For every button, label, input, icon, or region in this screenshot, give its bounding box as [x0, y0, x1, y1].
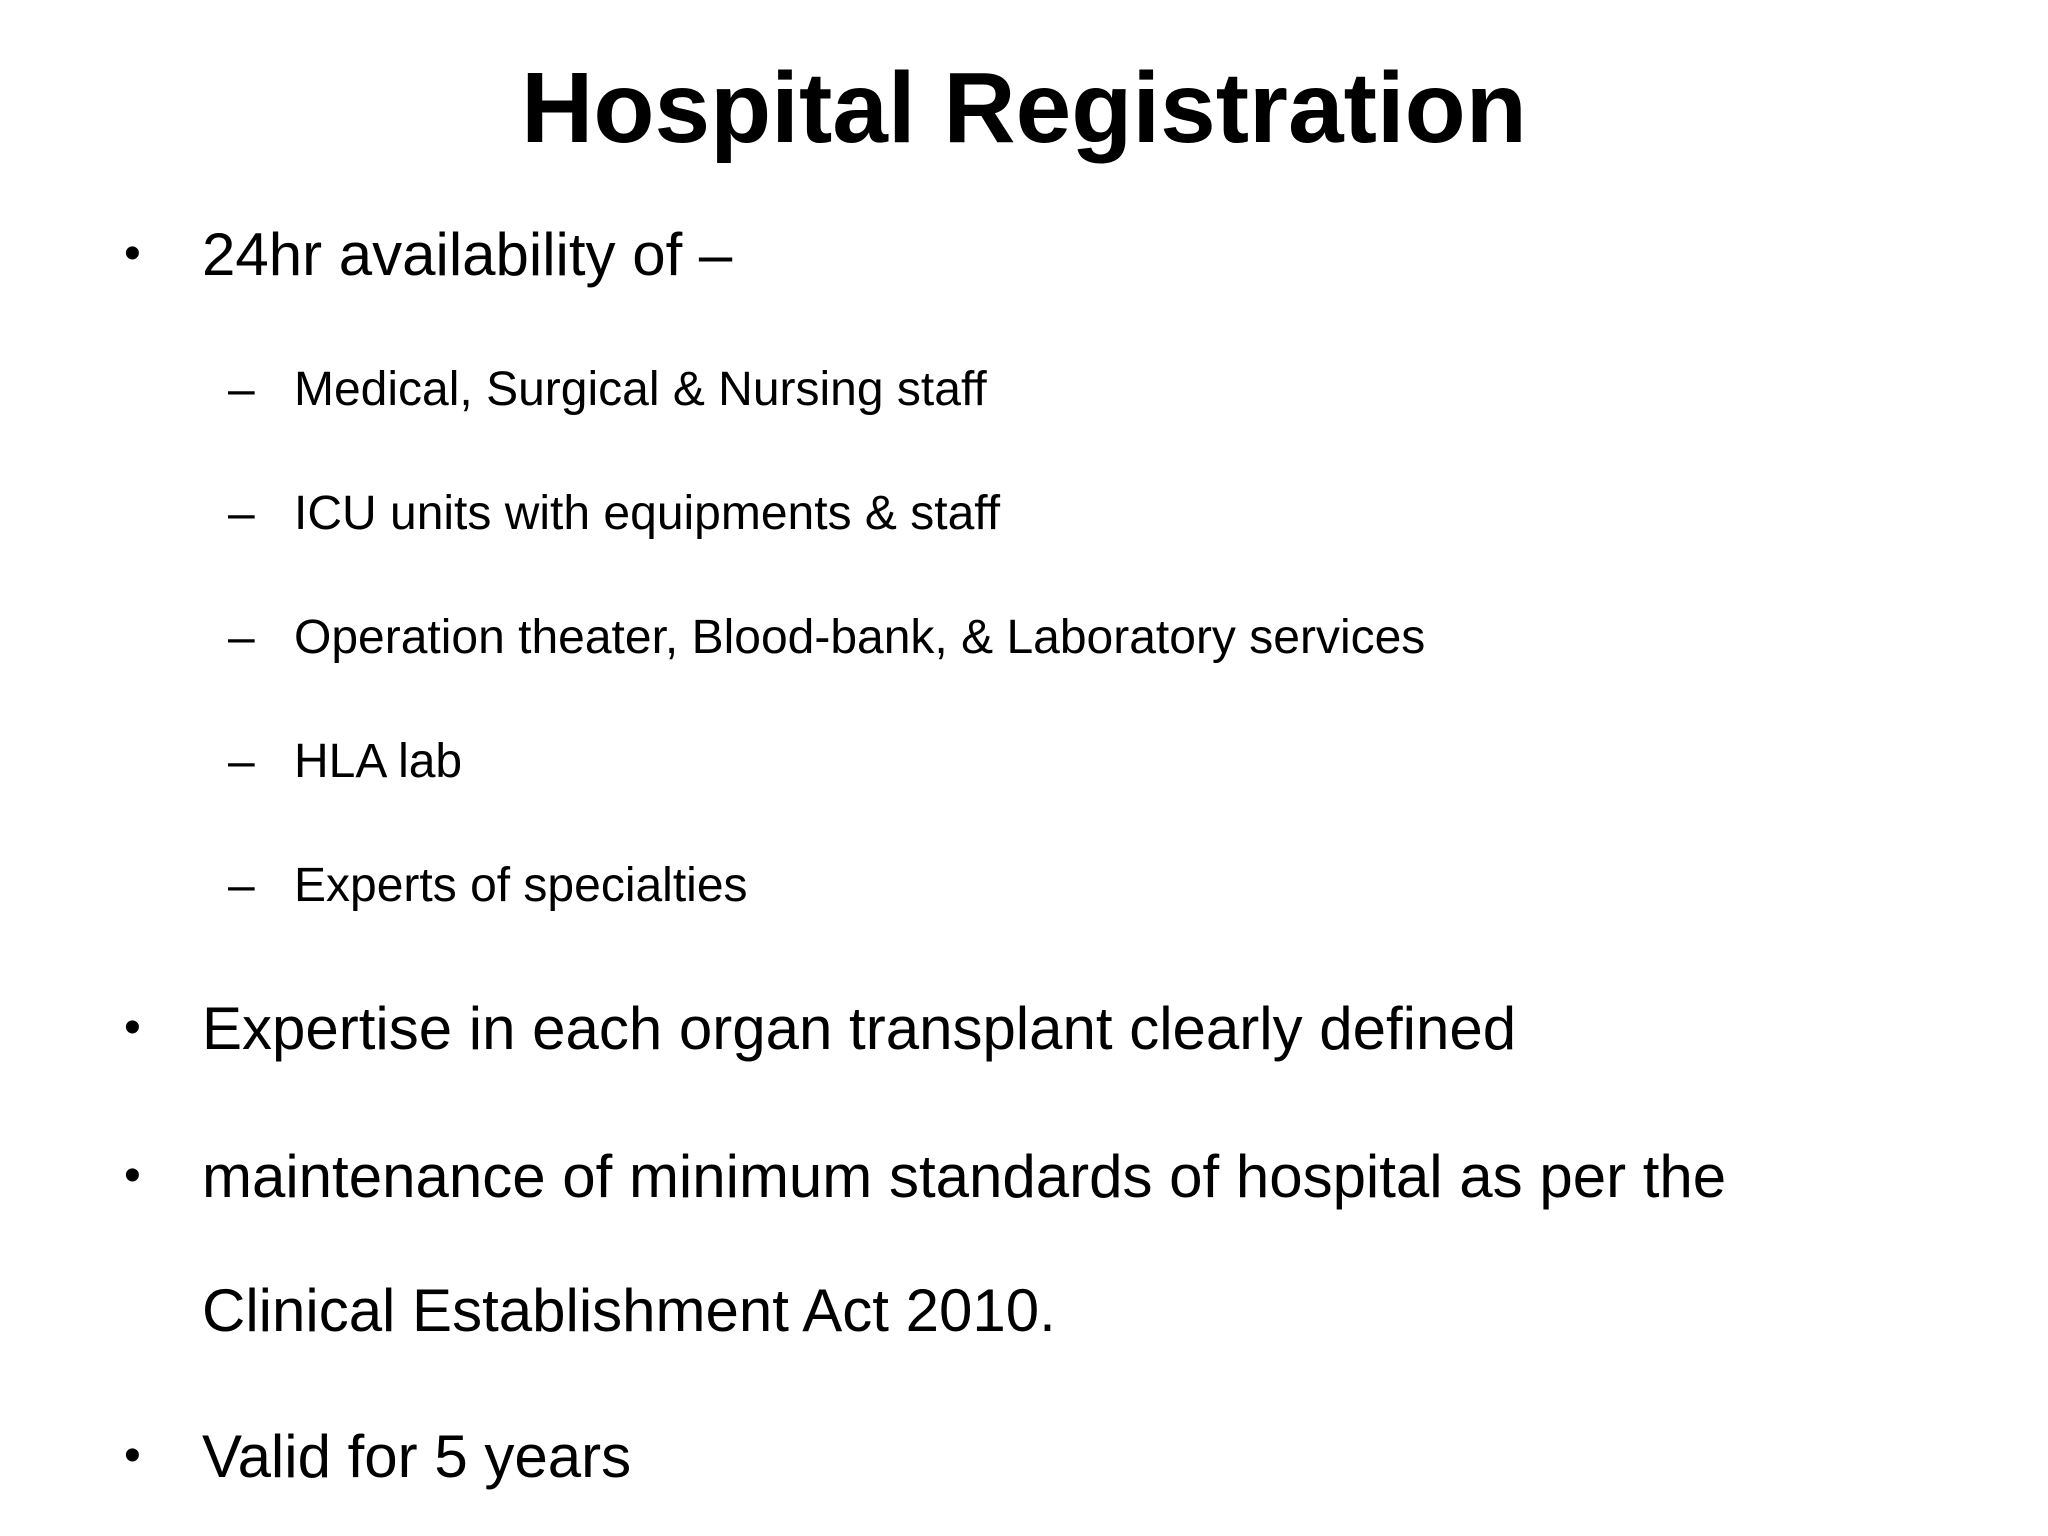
sub-item: [0, 362, 2048, 426]
sub-item: [0, 610, 2048, 674]
sub-item-marker: –: [228, 363, 255, 416]
bullet-continuation: [0, 1276, 2048, 1356]
bullet-text: 24hr availability of –: [202, 221, 733, 288]
sub-item-text: ICU units with equipments & staff: [294, 487, 1001, 540]
sub-item-marker: –: [228, 859, 255, 912]
bullet-text: Valid for 5 years: [202, 1423, 632, 1490]
bullet-item: [0, 1422, 2048, 1502]
sub-item: [0, 486, 2048, 550]
bullet-text: Expertise in each organ transplant clearly defined: [202, 995, 1517, 1062]
sub-item: [0, 858, 2048, 922]
sub-item-marker: –: [228, 735, 255, 788]
bullet-text: maintenance of minimum standards of hospital as per the: [202, 1143, 1727, 1210]
bullet-marker: •: [124, 1001, 141, 1054]
sub-item-text: HLA lab: [294, 735, 463, 788]
sub-item-text: Medical, Surgical & Nursing staff: [294, 363, 987, 416]
bullet-item: [0, 220, 2048, 300]
bullet-item: [0, 1142, 2048, 1222]
sub-item-text: Operation theater, Blood-bank, & Laboratory services: [294, 611, 1426, 664]
bullet-marker: •: [124, 1149, 141, 1202]
sub-item-marker: –: [228, 487, 255, 540]
sub-item-marker: –: [228, 611, 255, 664]
bullet-marker: •: [124, 227, 141, 280]
sub-item: [0, 734, 2048, 798]
bullet-marker: •: [124, 1429, 141, 1482]
bullet-continuation-text: Clinical Establishment Act 2010.: [202, 1277, 1056, 1344]
bullet-item: [0, 994, 2048, 1074]
sub-item-text: Experts of specialties: [294, 859, 748, 912]
slide-title: Hospital Registration: [521, 52, 1527, 164]
